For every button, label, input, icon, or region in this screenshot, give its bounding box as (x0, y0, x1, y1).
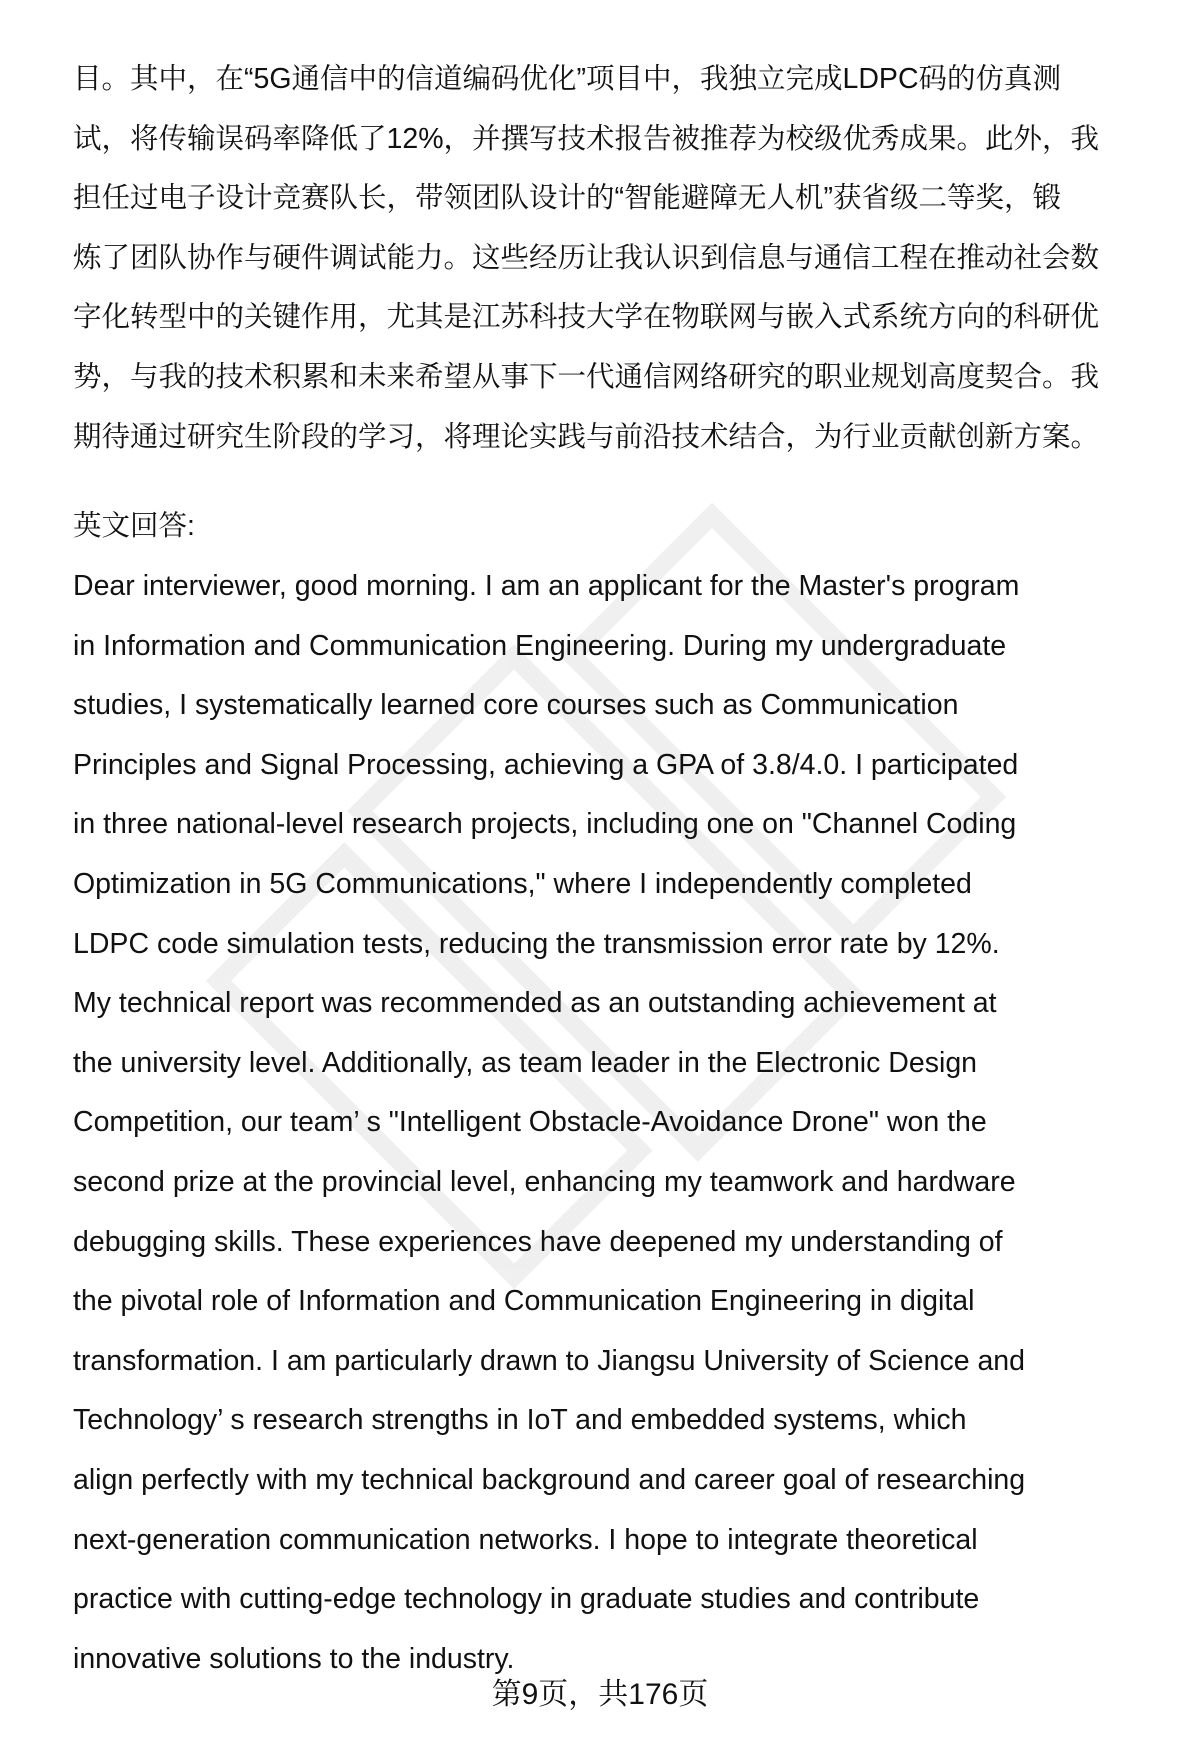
text-line: transformation. I am particularly drawn to Jiangsu University of Science and (73, 1344, 1026, 1377)
text-line: 担任过电子设计竞赛队长，带领团队设计的“智能避障无人机”获省级二等奖，锻 (73, 182, 1061, 215)
text-line: the pivotal role of Information and Communication Engineering in digital (73, 1285, 975, 1318)
text-line: 势，与我的技术积累和未来希望从事下一代通信网络研究的职业规划高度契合。我 (73, 360, 1100, 393)
text-line: Competition, our team’ s "Intelligent Obstacle-Avoidance Drone" won the (73, 1106, 987, 1139)
text-line: second prize at the provincial level, enhancing my teamwork and hardware (73, 1165, 1016, 1198)
text-line: in Information and Communication Engineering. During my undergraduate (73, 629, 1007, 662)
chinese-answer-paragraph (73, 50, 1099, 467)
text-line: 目。其中，在“5G通信中的信道编码优化”项目中，我独立完成LDPC码的仿真测 (73, 63, 1062, 95)
text-line: LDPC code simulation tests, reducing the transmission error rate by 12%. (73, 927, 1000, 960)
text-line: Dear interviewer, good morning. I am an applicant for the Master's program (73, 570, 1020, 602)
text-line: 炼了团队协作与硬件调试能力。这些经历让我认识到信息与通信工程在推动社会数 (73, 241, 1100, 274)
text-line: debugging skills. These experiences have deepened my understanding of (73, 1225, 1003, 1258)
text-line: studies, I systematically learned core courses such as Communication (73, 689, 959, 722)
text-line: Technology’ s research strengths in IoT and embedded systems, which (73, 1404, 967, 1437)
text-line: next-generation communication networks. I hope to integrate theoretical (73, 1523, 978, 1556)
english-answer-label: 英文回答: (73, 510, 195, 542)
page-number: 第9页，共176页 (491, 1678, 709, 1711)
text-line: 字化转型中的关键作用，尤其是江苏科技大学在物联网与嵌入式系统方向的科研优 (73, 301, 1100, 334)
text-line: in three national-level research projects, including one on "Channel Coding (73, 808, 1017, 841)
text-line: align perfectly with my technical background and career goal of researching (73, 1463, 1026, 1496)
text-line: practice with cutting-edge technology in graduate studies and contribute (73, 1583, 980, 1616)
text-line: Optimization in 5G Communications," where I independently completed (73, 867, 972, 900)
text-line: 期待通过研究生阶段的学习，将理论实践与前沿技术结合，为行业贡献创新方案。 (73, 420, 1100, 453)
text-line: 试，将传输误码率降低了12%，并撰写技术报告被推荐为校级优秀成果。此外，我 (73, 122, 1100, 155)
text-line: Principles and Signal Processing, achieving a GPA of 3.8/4.0. I participated (73, 748, 1019, 781)
english-answer-paragraph (73, 557, 1025, 1689)
text-line: the university level. Additionally, as team leader in the Electronic Design (73, 1046, 978, 1079)
text-line: My technical report was recommended as an outstanding achievement at (73, 987, 997, 1020)
text-line: innovative solutions to the industry. (73, 1642, 515, 1675)
